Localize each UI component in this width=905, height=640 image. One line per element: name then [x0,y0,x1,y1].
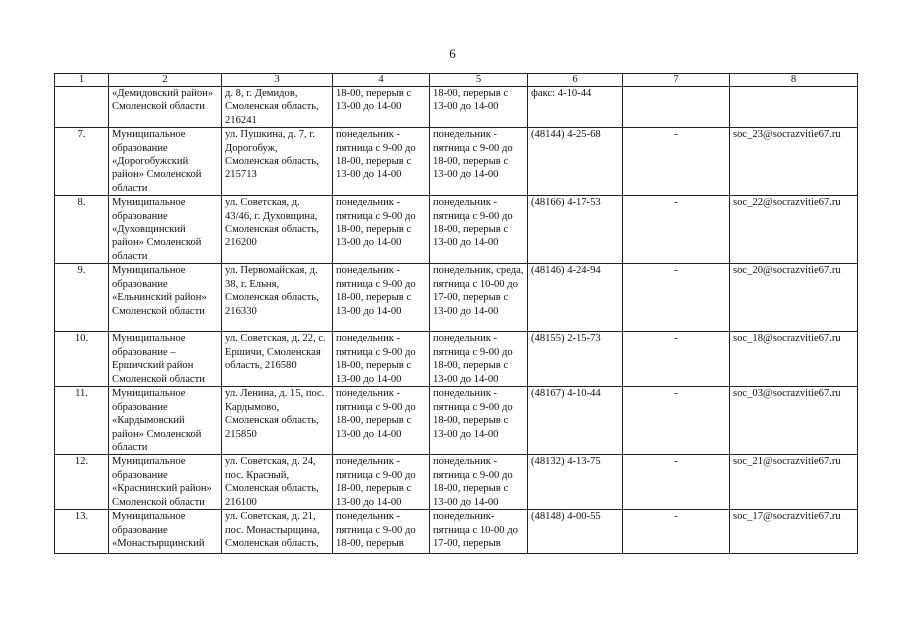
column-header: 8 [730,74,858,87]
column-header: 3 [222,74,333,87]
municipality-name: Муниципальное образование «Монастырщинский [109,510,222,554]
municipality-name: Муниципальное образование «Краснинский район» Смоленской области [109,455,222,510]
working-hours: понедельник - пятница с 9-00 до 18-00, перерыв с 13-00 до 14-00 [333,196,430,264]
email [730,87,858,128]
table-row [55,387,858,455]
phone: (48144) 4-25-68 [528,128,623,196]
row-number: 8. [55,196,109,264]
address: ул. Пушкина, д. 7, г. Дорогобуж, Смоленская область, 215713 [222,128,333,196]
reception-hours: понедельник, среда, пятница с 10-00 до 17-00, перерыв с 13-00 до 14-00 [430,264,528,332]
column-number-header [55,74,858,87]
table-row [55,87,858,128]
phone: (48155) 2-15-73 [528,332,623,387]
table-row [55,264,858,332]
email: soc_22@socrazvitie67.ru [730,196,858,264]
row-number: 9. [55,264,109,332]
reception-hours: понедельник - пятница с 9-00 до 18-00, перерыв с 13-00 до 14-00 [430,196,528,264]
working-hours: понедельник - пятница с 9-00 до 18-00, перерыв с 13-00 до 14-00 [333,332,430,387]
reception-hours: понедельник - пятница с 9-00 до 18-00, перерыв с 13-00 до 14-00 [430,455,528,510]
reception-hours: 18-00, перерыв с 13-00 до 14-00 [430,87,528,128]
municipality-name: Муниципальное образование «Кардымовский район» Смоленской области [109,387,222,455]
municipality-name: Муниципальное образование «Духовщинский район» Смоленской области [109,196,222,264]
municipality-name: Муниципальное образование – Ершичский район Смоленской области [109,332,222,387]
column-7-value: - [623,455,730,510]
municipality-name: Муниципальное образование «Ельнинский район» Смоленской области [109,264,222,332]
table-row [55,510,858,554]
address: ул. Ленина, д. 15, пос. Кардымово, Смоленская область, 215850 [222,387,333,455]
email: soc_21@socrazvitie67.ru [730,455,858,510]
working-hours: понедельник - пятница с 9-00 до 18-00, перерыв с 13-00 до 14-00 [333,455,430,510]
working-hours: понедельник - пятница с 9-00 до 18-00, перерыв с 13-00 до 14-00 [333,387,430,455]
reception-hours: понедельник - пятница с 9-00 до 18-00, перерыв с 13-00 до 14-00 [430,387,528,455]
address: ул. Советская, д. 22, с. Ершичи, Смоленская область, 216580 [222,332,333,387]
row-number: 13. [55,510,109,554]
page-number: 6 [449,46,456,61]
table-row [55,128,858,196]
phone: (48148) 4-00-55 [528,510,623,554]
working-hours: понедельник - пятница с 9-00 до 18-00, перерыв с 13-00 до 14-00 [333,128,430,196]
reception-hours: понедельник- пятница с 10-00 до 17-00, перерыв [430,510,528,554]
email: soc_18@socrazvitie67.ru [730,332,858,387]
phone: (48167) 4-10-44 [528,387,623,455]
row-number: 7. [55,128,109,196]
column-header: 6 [528,74,623,87]
working-hours: понедельник - пятница с 9-00 до 18-00, перерыв с 13-00 до 14-00 [333,264,430,332]
column-7-value: - [623,332,730,387]
table-row [55,455,858,510]
address: ул. Советская, д. 43/46, г. Духовщина, Смоленская область, 216200 [222,196,333,264]
row-number: 11. [55,387,109,455]
column-7-value: - [623,510,730,554]
working-hours: 18-00, перерыв с 13-00 до 14-00 [333,87,430,128]
phone: (48146) 4-24-94 [528,264,623,332]
email: soc_17@socrazvitie67.ru [730,510,858,554]
phone: (48132) 4-13-75 [528,455,623,510]
reception-hours: понедельник - пятница с 9-00 до 18-00, перерыв с 13-00 до 14-00 [430,128,528,196]
column-7-value: - [623,387,730,455]
column-7-value [623,87,730,128]
phone: (48166) 4-17-53 [528,196,623,264]
row-number: 10. [55,332,109,387]
row-number: 12. [55,455,109,510]
table-row [55,332,858,387]
column-header: 7 [623,74,730,87]
column-7-value: - [623,128,730,196]
email: soc_03@socrazvitie67.ru [730,387,858,455]
offices-table [54,73,858,554]
address: ул. Первомайская, д. 38, г. Ельня, Смоленская область, 216330 [222,264,333,332]
column-header: 4 [333,74,430,87]
municipality-name: Муниципальное образование «Дорогобужский район» Смоленской области [109,128,222,196]
table-row [55,196,858,264]
municipality-name: «Демидовский район» Смоленской области [109,87,222,128]
email: soc_23@socrazvitie67.ru [730,128,858,196]
email: soc_20@socrazvitie67.ru [730,264,858,332]
column-7-value: - [623,264,730,332]
address: д. 8, г. Демидов, Смоленская область, 216241 [222,87,333,128]
column-7-value: - [623,196,730,264]
row-number [55,87,109,128]
column-header: 2 [109,74,222,87]
address: ул. Советская, д. 24, пос. Красный, Смоленская область, 216100 [222,455,333,510]
reception-hours: понедельник - пятница с 9-00 до 18-00, перерыв с 13-00 до 14-00 [430,332,528,387]
working-hours: понедельник - пятница с 9-00 до 18-00, перерыв [333,510,430,554]
phone: факс: 4-10-44 [528,87,623,128]
column-header: 5 [430,74,528,87]
column-header: 1 [55,74,109,87]
address: ул. Советская, д. 21, пос. Монастырщина, Смоленская область, [222,510,333,554]
